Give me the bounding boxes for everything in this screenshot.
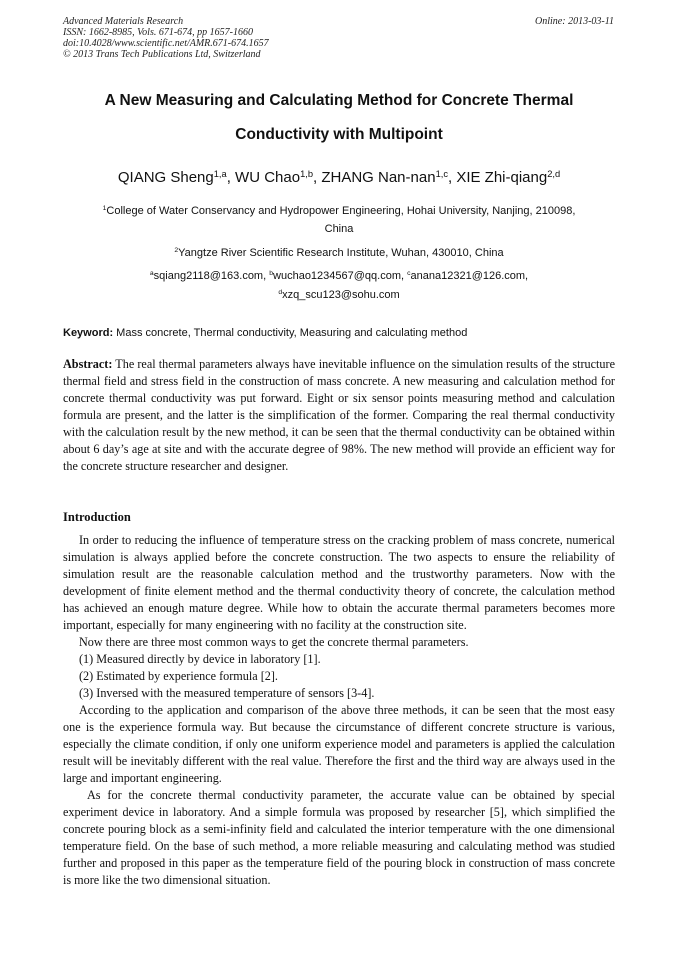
doi-line: doi:10.4028/www.scientific.net/AMR.671-674.1657 xyxy=(63,38,269,49)
affiliation-2 xyxy=(63,245,615,263)
introduction-heading: Introduction xyxy=(63,510,131,524)
intro-list-item-3: (3) Inversed with the measured temperature of sensors [3-4]. xyxy=(79,686,375,700)
intro-paragraph-2: Now there are three most common ways to get the concrete thermal parameters. xyxy=(79,635,469,649)
paper-title-line-1: A New Measuring and Calculating Method for Concrete Thermal xyxy=(104,92,574,109)
author-sup: 2,d xyxy=(547,168,561,179)
author-name: ZHANG Nan-nan xyxy=(321,169,436,186)
keyword-text: Mass concrete, Thermal conductivity, Measuring and calculating method xyxy=(113,327,468,339)
email-sup: d xyxy=(278,289,283,297)
author-sep: , xyxy=(226,169,236,186)
issn-line: ISSN: 1662-8985, Vols. 671-674, pp 1657-1660 xyxy=(63,27,253,38)
email-sup: a xyxy=(149,270,154,278)
online-date: Online: 2013-03-11 xyxy=(535,16,614,27)
affiliation-text: College of Water Conservancy and Hydropower Engineering, Hohai University, Nanjing, 210098, xyxy=(106,205,576,217)
email-line-1 xyxy=(63,268,615,286)
email-address: wuchao1234567@qq.com, xyxy=(273,270,408,282)
abstract xyxy=(63,356,615,475)
affiliation-sup: 1 xyxy=(102,205,107,213)
abstract-label: Abstract: xyxy=(63,357,113,371)
paper-title-line-2: Conductivity with Multipoint xyxy=(235,126,443,143)
author-sep: , xyxy=(447,169,457,186)
intro-list-item-1: (1) Measured directly by device in laboratory [1]. xyxy=(79,652,321,666)
email-sup: c xyxy=(407,270,411,278)
copyright-line: © 2013 Trans Tech Publications Ltd, Switzerland xyxy=(63,49,261,60)
author-name: WU Chao xyxy=(235,169,301,186)
affiliation-country: China xyxy=(324,223,354,235)
journal-name: Advanced Materials Research xyxy=(63,16,184,27)
keyword-label: Keyword: xyxy=(63,327,114,339)
affiliation-1 xyxy=(63,203,615,238)
affiliation-text: Yangtze River Scientific Research Institute, Wuhan, 430010, China xyxy=(178,247,504,259)
affiliation-sup: 2 xyxy=(174,247,179,255)
email-address: anana12321@126.com, xyxy=(410,270,529,282)
intro-list-item-2: (2) Estimated by experience formula [2]. xyxy=(79,669,278,683)
author-sep: , xyxy=(313,169,322,186)
author-sup: 1,a xyxy=(213,168,227,179)
author-name: XIE Zhi-qiang xyxy=(456,169,548,186)
intro-paragraph-4: As for the concrete thermal conductivity parameter, the accurate value can be obtained by special experiment device in laboratory. And a simple formula was proposed by researcher [5], which simplified the concrete pouring block as a semi-infinity field and calculated the interior temperature with the one dimensional temperature field. On the base of such method, a more reliable measuring and calculating method was studied further and proposed in this paper as the temperature field of the pouring block in construction of mass concrete is more like the two dimensional situation. xyxy=(63,788,615,887)
intro-paragraph-1: In order to reducing the influence of temperature stress on the cracking problem of mass concrete, numerical simulation is always applied before the concrete construction. The two aspects to ensure the reliability of simulation result are the reasonable calculation method and the trustworthy parameters. Now with the development of finite element method and the thermal conductivity theory of concrete, the calculation method has achieved an enough mature degree. While how to obtain the accurate thermal parameters becomes more important, especially for many engineering with no facility at the construction site. xyxy=(63,533,615,632)
email-address: xzq_scu123@sohu.com xyxy=(282,289,400,301)
keywords xyxy=(63,325,615,341)
introduction-body xyxy=(63,532,615,889)
email-sup: b xyxy=(269,270,274,278)
journal-header xyxy=(63,16,269,60)
intro-paragraph-3: According to the application and comparison of the above three methods, it can be seen that the most easy one is the experience formula way. But because the circumstance of different concrete structure is various, especially the climate condition, if only one uniform experience model and parameters is applied the calculation result will be inevitably different with the real value. Therefore the first and the third way are always used in the large and important engineering. xyxy=(63,703,615,785)
author-sup: 1,b xyxy=(300,168,313,179)
author-list xyxy=(63,169,615,188)
author-sup: 1,c xyxy=(435,168,448,179)
email-address: sqiang2118@163.com, xyxy=(153,270,270,282)
abstract-text: The real thermal parameters always have inevitable influence on the simulation results of the structure thermal field and stress field in the construction of mass concrete. A new measuring and calculation method for concrete thermal conductivity was put forward. Eight or six sensor points measuring method and calculation formula are present, and the latter is the simplification of the former. Comparing the real thermal conductivity with the calculation result by the new method, it can be seen that the thermal conductivity can be obtained within about 6 day’s age at site and with the accurate degree of 98%. The new method will provide an efficient way for the concrete structure researcher and designer. xyxy=(63,357,615,473)
author-name: QIANG Sheng xyxy=(117,169,214,186)
email-line-2 xyxy=(63,287,615,305)
